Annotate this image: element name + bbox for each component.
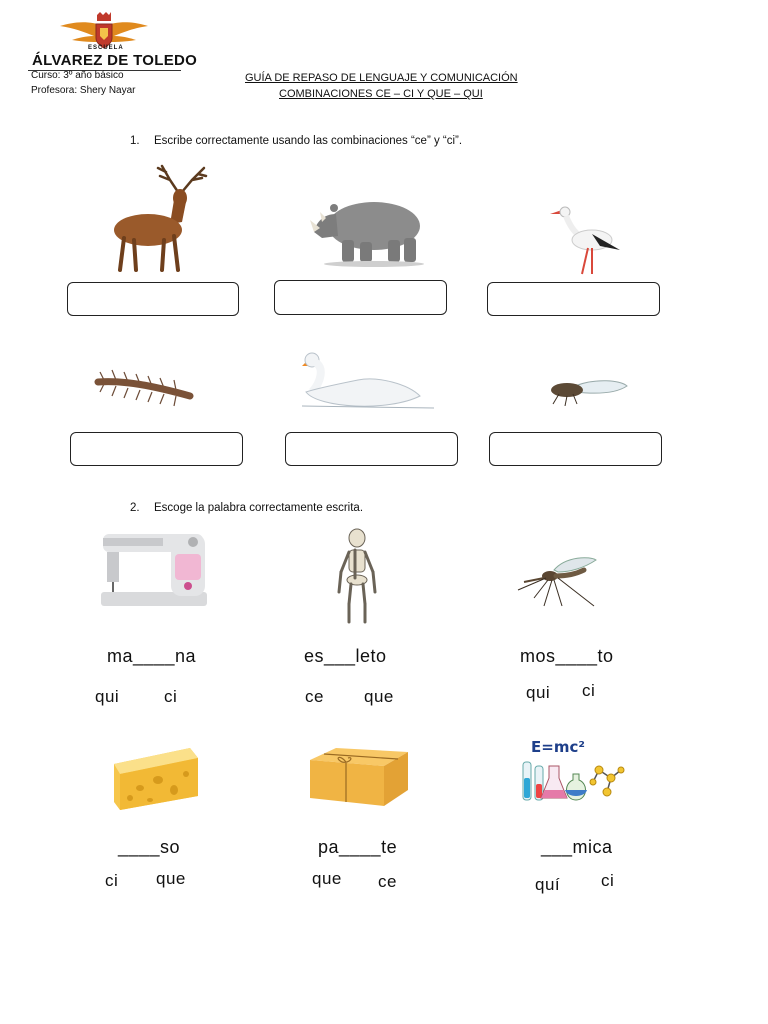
sewing-machine-image <box>97 528 211 608</box>
instruction-1 <box>130 135 462 147</box>
word-mosquito: mos____to <box>520 646 614 666</box>
instruction-2 <box>130 502 363 514</box>
answer-box-stork[interactable] <box>487 282 660 316</box>
word-cheese: ____so <box>118 837 181 857</box>
option-chemistry-1[interactable]: quí <box>535 875 561 894</box>
rhinoceros-image <box>308 192 430 268</box>
teacher-label: Profesora: Shery Nayar <box>31 85 136 96</box>
instruction-1-number: 1. <box>130 135 140 147</box>
answer-box-centipede[interactable] <box>70 432 243 466</box>
chemistry-image <box>515 736 625 804</box>
option-mosquito-2[interactable]: ci <box>582 681 596 700</box>
school-label-small: ESCUELA <box>88 45 124 51</box>
instruction-2-text: Escoge la palabra correctamente escrita. <box>154 502 364 514</box>
answer-box-swan[interactable] <box>285 432 458 466</box>
answer-box-rhinoceros[interactable] <box>274 280 447 315</box>
word-sewing-machine: ma____na <box>107 646 197 666</box>
mosquito-image <box>514 554 598 610</box>
swan-image <box>298 348 438 412</box>
cicada-image <box>545 376 629 406</box>
course-label: Curso: 3º año básico <box>31 70 124 81</box>
word-package: pa____te <box>318 837 398 857</box>
package-image <box>306 744 410 810</box>
deer-image <box>100 162 210 274</box>
option-skeleton-1[interactable]: ce <box>305 687 324 706</box>
option-mosquito-1[interactable]: qui <box>526 683 551 702</box>
skeleton-image <box>333 528 381 626</box>
page-title: GUÍA DE REPASO DE LENGUAJE Y COMUNICACIÓN <box>245 72 518 84</box>
word-chemistry: ___mica <box>541 837 613 857</box>
centipede-image <box>94 366 198 408</box>
option-package-1[interactable]: que <box>312 869 342 888</box>
instruction-2-number: 2. <box>130 502 140 514</box>
answer-box-cicada[interactable] <box>489 432 662 466</box>
option-sewing-1[interactable]: qui <box>95 687 120 706</box>
page-subtitle: COMBINACIONES CE – CI Y QUE – QUI <box>279 88 483 100</box>
option-chemistry-2[interactable]: ci <box>601 871 615 890</box>
option-package-2[interactable]: ce <box>378 872 397 891</box>
answer-box-deer[interactable] <box>67 282 239 316</box>
option-cheese-2[interactable]: que <box>156 869 186 888</box>
word-skeleton: es___leto <box>304 646 387 666</box>
school-name: ÁLVAREZ DE TOLEDO <box>32 52 198 69</box>
instruction-1-text: Escribe correctamente usando las combinaciones “ce” y “ci”. <box>154 135 463 147</box>
option-sewing-2[interactable]: ci <box>164 687 178 706</box>
option-cheese-1[interactable]: ci <box>105 871 119 890</box>
option-skeleton-2[interactable]: que <box>364 687 394 706</box>
cheese-image <box>110 742 202 812</box>
stork-image <box>548 200 623 276</box>
formula-text: E=mc² <box>531 738 585 756</box>
